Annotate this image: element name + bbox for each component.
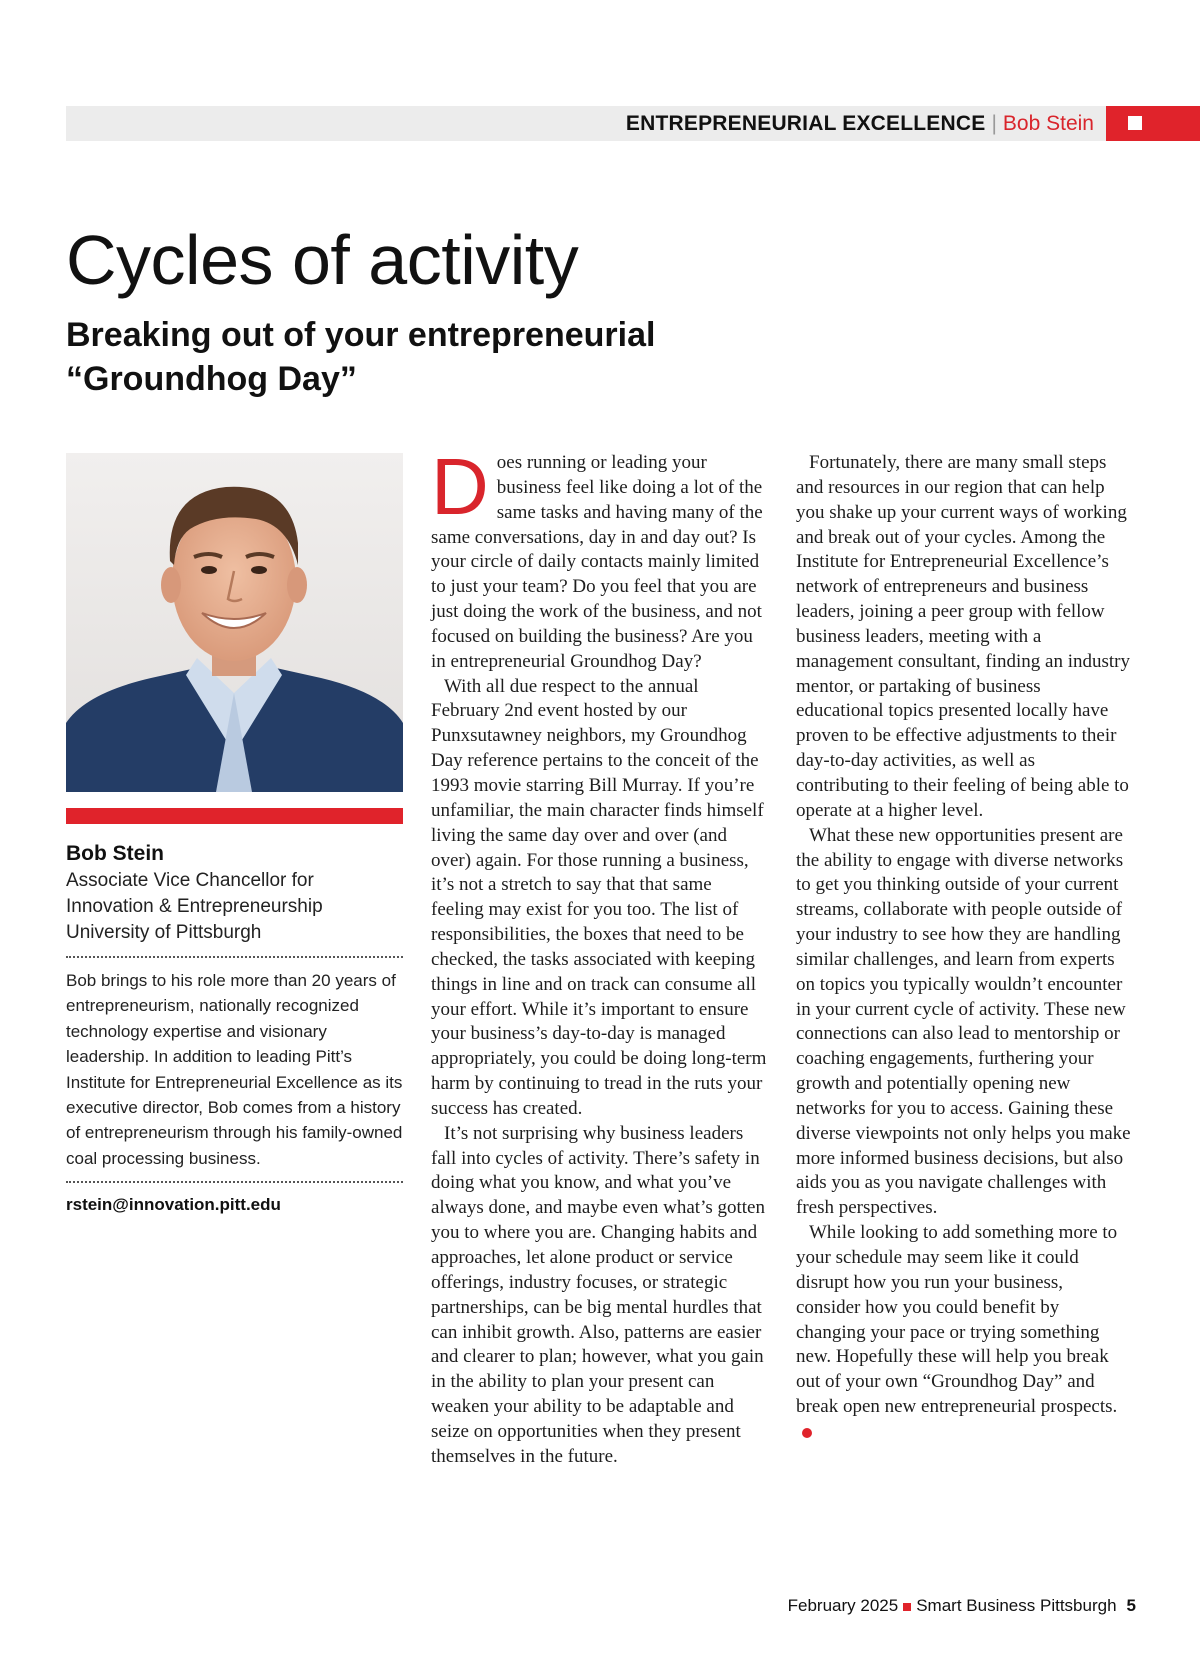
article-paragraph (431, 442, 767, 675)
section-label: ENTREPRENEURIAL EXCELLENCE (625, 112, 986, 135)
bio-text: Bob brings to his role more than 20 years of entrepreneurism, nationally recognized technology expertise and visionary leadership. In addition to leading Pitt’s Institute for Entrepreneurial Excellence as its executive director, Bob comes from a history of entrepreneurism through his family-owned coal processing business. (66, 971, 403, 1168)
page-footer (788, 1596, 1136, 1616)
article-column-2 (796, 451, 1132, 1445)
paragraph-text: oes running or leading your business feel like doing a lot of the same tasks and having many of the same conversations, day in and day out? Is your circle of daily contacts mainly limited to just your team? Do you feel that you are just doing the work of the business, and not focused on building the business? Are you in entrepreneurial Groundhog Day? (431, 452, 763, 672)
bio-email-link[interactable]: rstein@innovation.pitt.edu (66, 1195, 281, 1215)
bio-accent-strip (66, 808, 403, 824)
bio-title-line: Innovation & Entrepreneurship (66, 896, 323, 917)
article-paragraph: With all due respect to the annual February 2nd event hosted by our Punxsutawney neighbors, my Groundhog Day reference pertains to the conceit of the 1993 movie starring Bill Murray. If you’re unfamiliar, the main character finds himself living the same day over and over (and over) again. For those running a business, it’s not a stretch to say that that same feeling may exist for you too. The list of responsibilities, the boxes that need to be checked, the tasks associated with keeping things in line and on track can consume all your effort. While it’s important to ensure your business’s day-to-day is managed appropriately, you could be doing long-term harm by continuing to tread in the ruts your success has created. (431, 675, 767, 1119)
dotted-divider (66, 956, 403, 958)
header-bar (66, 106, 1200, 141)
footer-date: February 2025 (787, 1596, 899, 1615)
article-subtitle: Breaking out of your entrepreneurial “Groundhog Day” (66, 316, 656, 398)
bio-title-line: Associate Vice Chancellor for (66, 870, 314, 891)
header-text (626, 106, 1094, 141)
bio-title-line: University of Pittsburgh (66, 922, 262, 943)
article-paragraph: Fortunately, there are many small steps and resources in our region that can help you shake up your current ways of working and break out of your cycles. Among the Institute for Entrepreneurial Excellence’s network of entrepreneurs and business leaders, joining a peer group with fellow business leaders, meeting with a management consultant, finding an industry mentor, or partaking of business educational topics presented locally have proven to be effective adjustments to their day-to-day activities, as well as contributing to their feeling of being able to operate at a higher level. (796, 452, 1131, 821)
bio-name: Bob Stein (66, 842, 164, 865)
paragraph-text: While looking to add something more to your schedule may seem like it could disrupt how you run your business, consider how you could benefit by changing your pace or trying something new. Hopefully these will help you break out of your own “Groundhog Day” and break open new entrepreneurial prospects. (796, 1222, 1118, 1418)
header-separator: | (991, 112, 997, 135)
square-icon (1128, 116, 1142, 130)
page-number: 5 (1126, 1596, 1136, 1615)
end-mark-icon (802, 1428, 812, 1438)
article-paragraph: It’s not surprising why business leaders fall into cycles of activity. There’s safety in doing what you know, and what you’ve always done, and maybe even what’s gotten you to where you are. Changing habits and approaches, let alone product or service offerings, industry focuses, or strategic partnerships, can be big mental hurdles that can inhibit growth. Also, patterns are easier and clearer to plan; however, what you gain in the ability to plan your present can weaken your ability to be adaptable and seize on opportunities when they present themselves in the future. (431, 1122, 765, 1467)
author-bio (66, 840, 403, 1217)
article-paragraph (796, 1221, 1132, 1445)
header-accent-block (1106, 106, 1200, 141)
article-title: Cycles of activity (66, 221, 579, 299)
header-author: Bob Stein (1002, 112, 1094, 135)
dotted-divider (66, 1181, 403, 1183)
footer-square-icon (903, 1603, 911, 1611)
dropcap: D (431, 442, 489, 531)
author-photo (66, 453, 403, 792)
article-paragraph: What these new opportunities present are the ability to engage with diverse networks to get you thinking outside of your current streams, collaborate with people outside of your industry to see how they are handling similar challenges, and learn from experts on topics you typically wouldn’t encounter in your current cycle of activity. These new connections can also lead to mentorship or coaching engagements, furthering your growth and potentially opening new networks for you to access. Gaining these diverse viewpoints not only helps you make more informed business decisions, but also aids you as you navigate challenges with fresh perspectives. (796, 824, 1131, 1219)
article-column-1 (431, 442, 767, 1470)
footer-publication: Smart Business Pittsburgh (916, 1596, 1117, 1615)
